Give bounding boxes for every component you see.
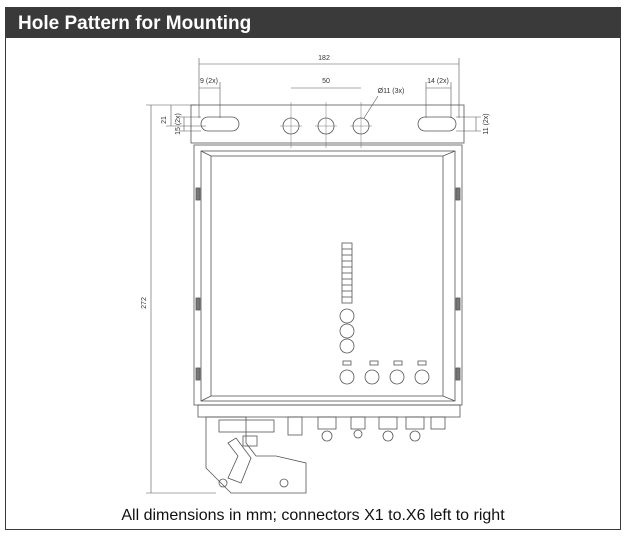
status-led-3 — [340, 339, 354, 353]
housing-outer — [194, 145, 462, 405]
connector-x5 — [406, 417, 424, 429]
dim-14: 14 (2x) — [427, 78, 449, 85]
base-strip — [198, 405, 460, 417]
right-slot — [418, 117, 456, 131]
left-slot — [201, 117, 239, 131]
mounting-plate — [191, 105, 464, 143]
connector-x3 — [351, 417, 365, 429]
front-connector-3 — [390, 370, 404, 384]
dim-11: 11 (2x) — [483, 113, 490, 135]
housing-side — [201, 151, 455, 401]
status-led-2 — [340, 324, 354, 338]
panel-header — [6, 8, 620, 38]
mounting-drawing — [6, 38, 620, 508]
dim-50: 50 — [322, 78, 330, 85]
dim-15: 15 (2x) — [175, 113, 182, 135]
dim-9: 9 (2x) — [200, 78, 218, 85]
connector-x6 — [431, 417, 445, 429]
front-connector-4 — [415, 370, 429, 384]
connector-x2 — [318, 417, 336, 429]
status-led-1 — [340, 309, 354, 323]
connector-x4 — [379, 417, 397, 429]
dim-182: 182 — [318, 55, 330, 62]
housing-front — [211, 156, 443, 396]
dim-21: 21 — [161, 116, 168, 124]
bottom-bracket — [206, 417, 306, 493]
dim-272: 272 — [141, 297, 148, 309]
front-connector-2 — [365, 370, 379, 384]
connector-x1 — [288, 417, 302, 435]
dim-hole-diameter: Ø11 (3x) — [377, 88, 405, 95]
panel-title: Hole Pattern for Mounting — [18, 13, 252, 34]
caption: All dimensions in mm; connectors X1 to.X6 left to right — [121, 507, 505, 524]
mounting-diagram-svg — [6, 38, 620, 508]
panel — [5, 7, 621, 530]
front-connector-1 — [340, 370, 354, 384]
